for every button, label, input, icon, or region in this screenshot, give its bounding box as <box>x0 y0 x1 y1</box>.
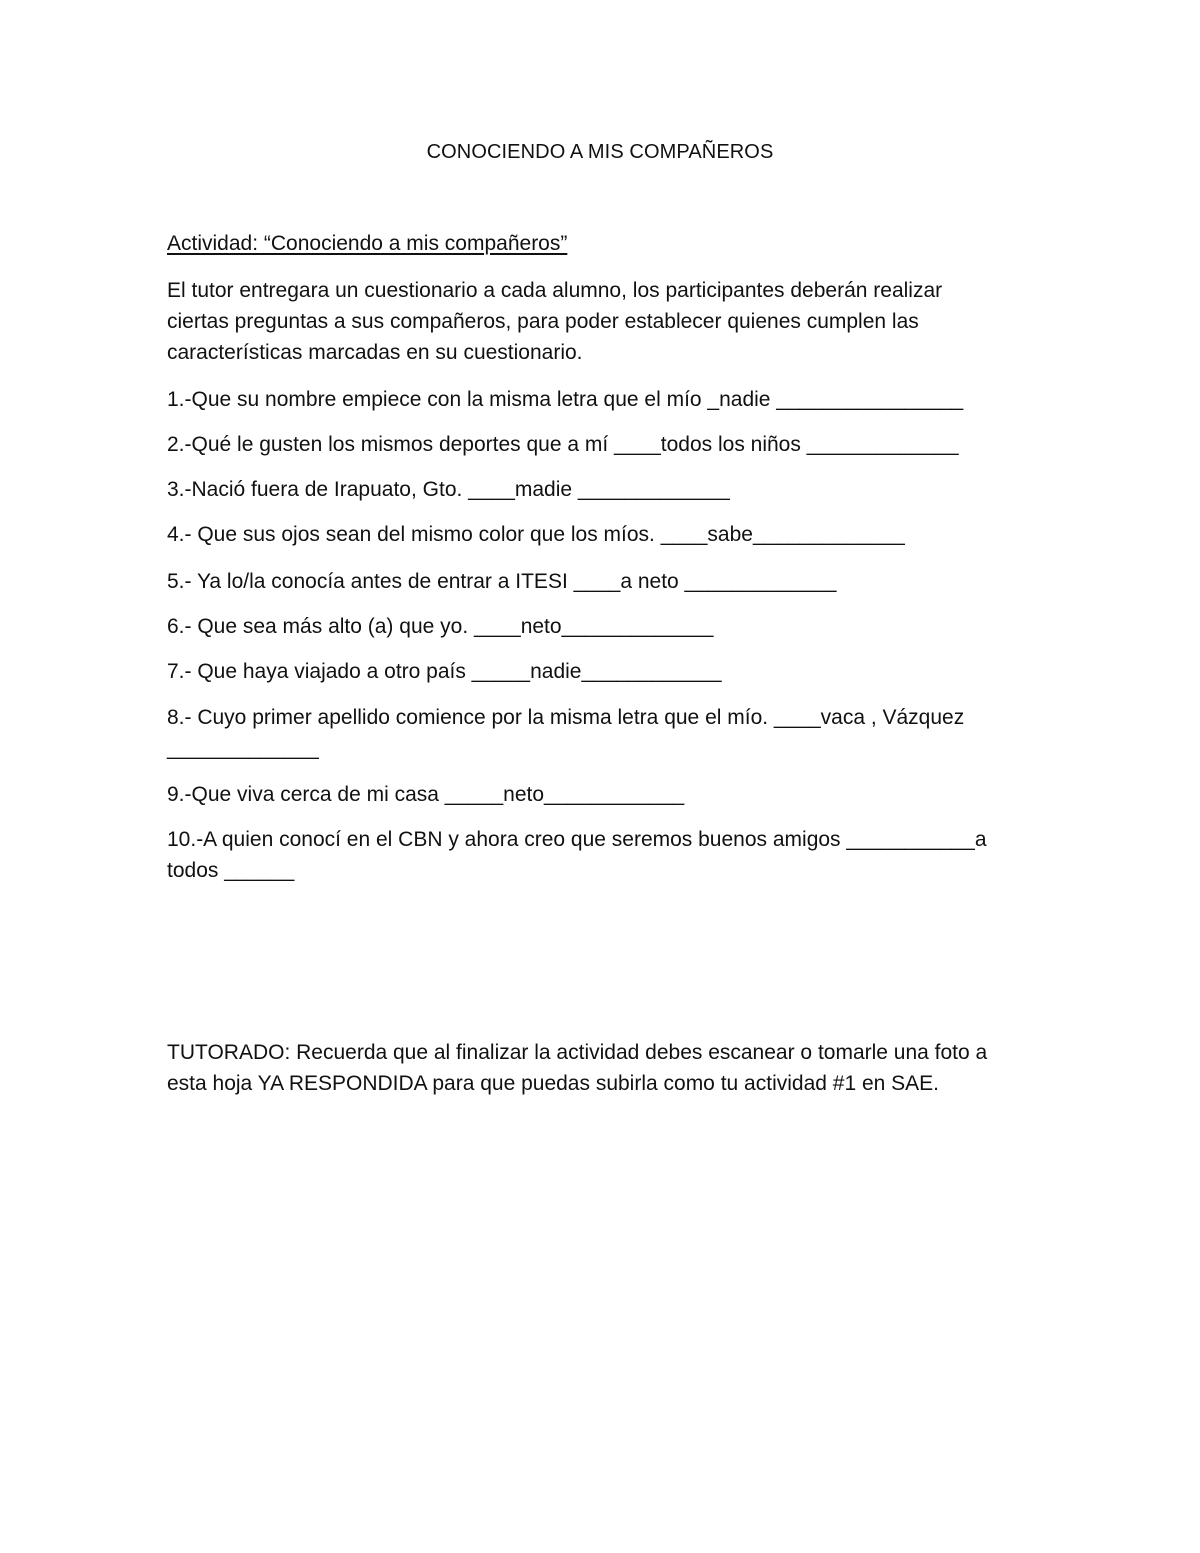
question-1: 1.-Que su nombre empiece con la misma letra que el mío _nadie ________________ <box>167 388 964 411</box>
activity-heading: Actividad: “Conociendo a mis compañeros” <box>167 232 568 255</box>
document-title: CONOCIENDO A MIS COMPAÑEROS <box>426 141 774 163</box>
question-9: 9.-Que viva cerca de mi casa _____neto____________ <box>167 783 685 806</box>
question-5: 5.- Ya lo/la conocía antes de entrar a ITESI ____a neto _____________ <box>167 570 837 593</box>
question-7: 7.- Que haya viajado a otro país _____nadie____________ <box>167 660 722 683</box>
question-8: 8.- Cuyo primer apellido comience por la misma letra que el mío. ____vaca , Vázquez _____________ <box>167 706 971 760</box>
question-2: 2.-Qué le gusten los mismos deportes que a mí ____todos los niños _____________ <box>167 433 959 456</box>
question-3: 3.-Nació fuera de Irapuato, Gto. ____madie _____________ <box>167 478 730 501</box>
question-4: 4.- Que sus ojos sean del mismo color que los míos. ____sabe_____________ <box>167 523 905 546</box>
question-6: 6.- Que sea más alto (a) que yo. ____neto_____________ <box>167 615 714 638</box>
tutorado-note: TUTORADO: Recuerda que al finalizar la actividad debes escanear o tomarle una foto a esta hoja YA RESPONDIDA para que puedas subirla como tu actividad #1 en SAE. <box>167 1041 988 1095</box>
intro-paragraph: El tutor entregara un cuestionario a cada alumno, los participantes deberán realizar ciertas preguntas a sus compañeros, para poder establecer quienes cumplen las características marcadas en su cuestionario. <box>167 279 943 364</box>
question-10: 10.-A quien conocí en el CBN y ahora creo que seremos buenos amigos ___________a todos ______ <box>167 828 993 882</box>
